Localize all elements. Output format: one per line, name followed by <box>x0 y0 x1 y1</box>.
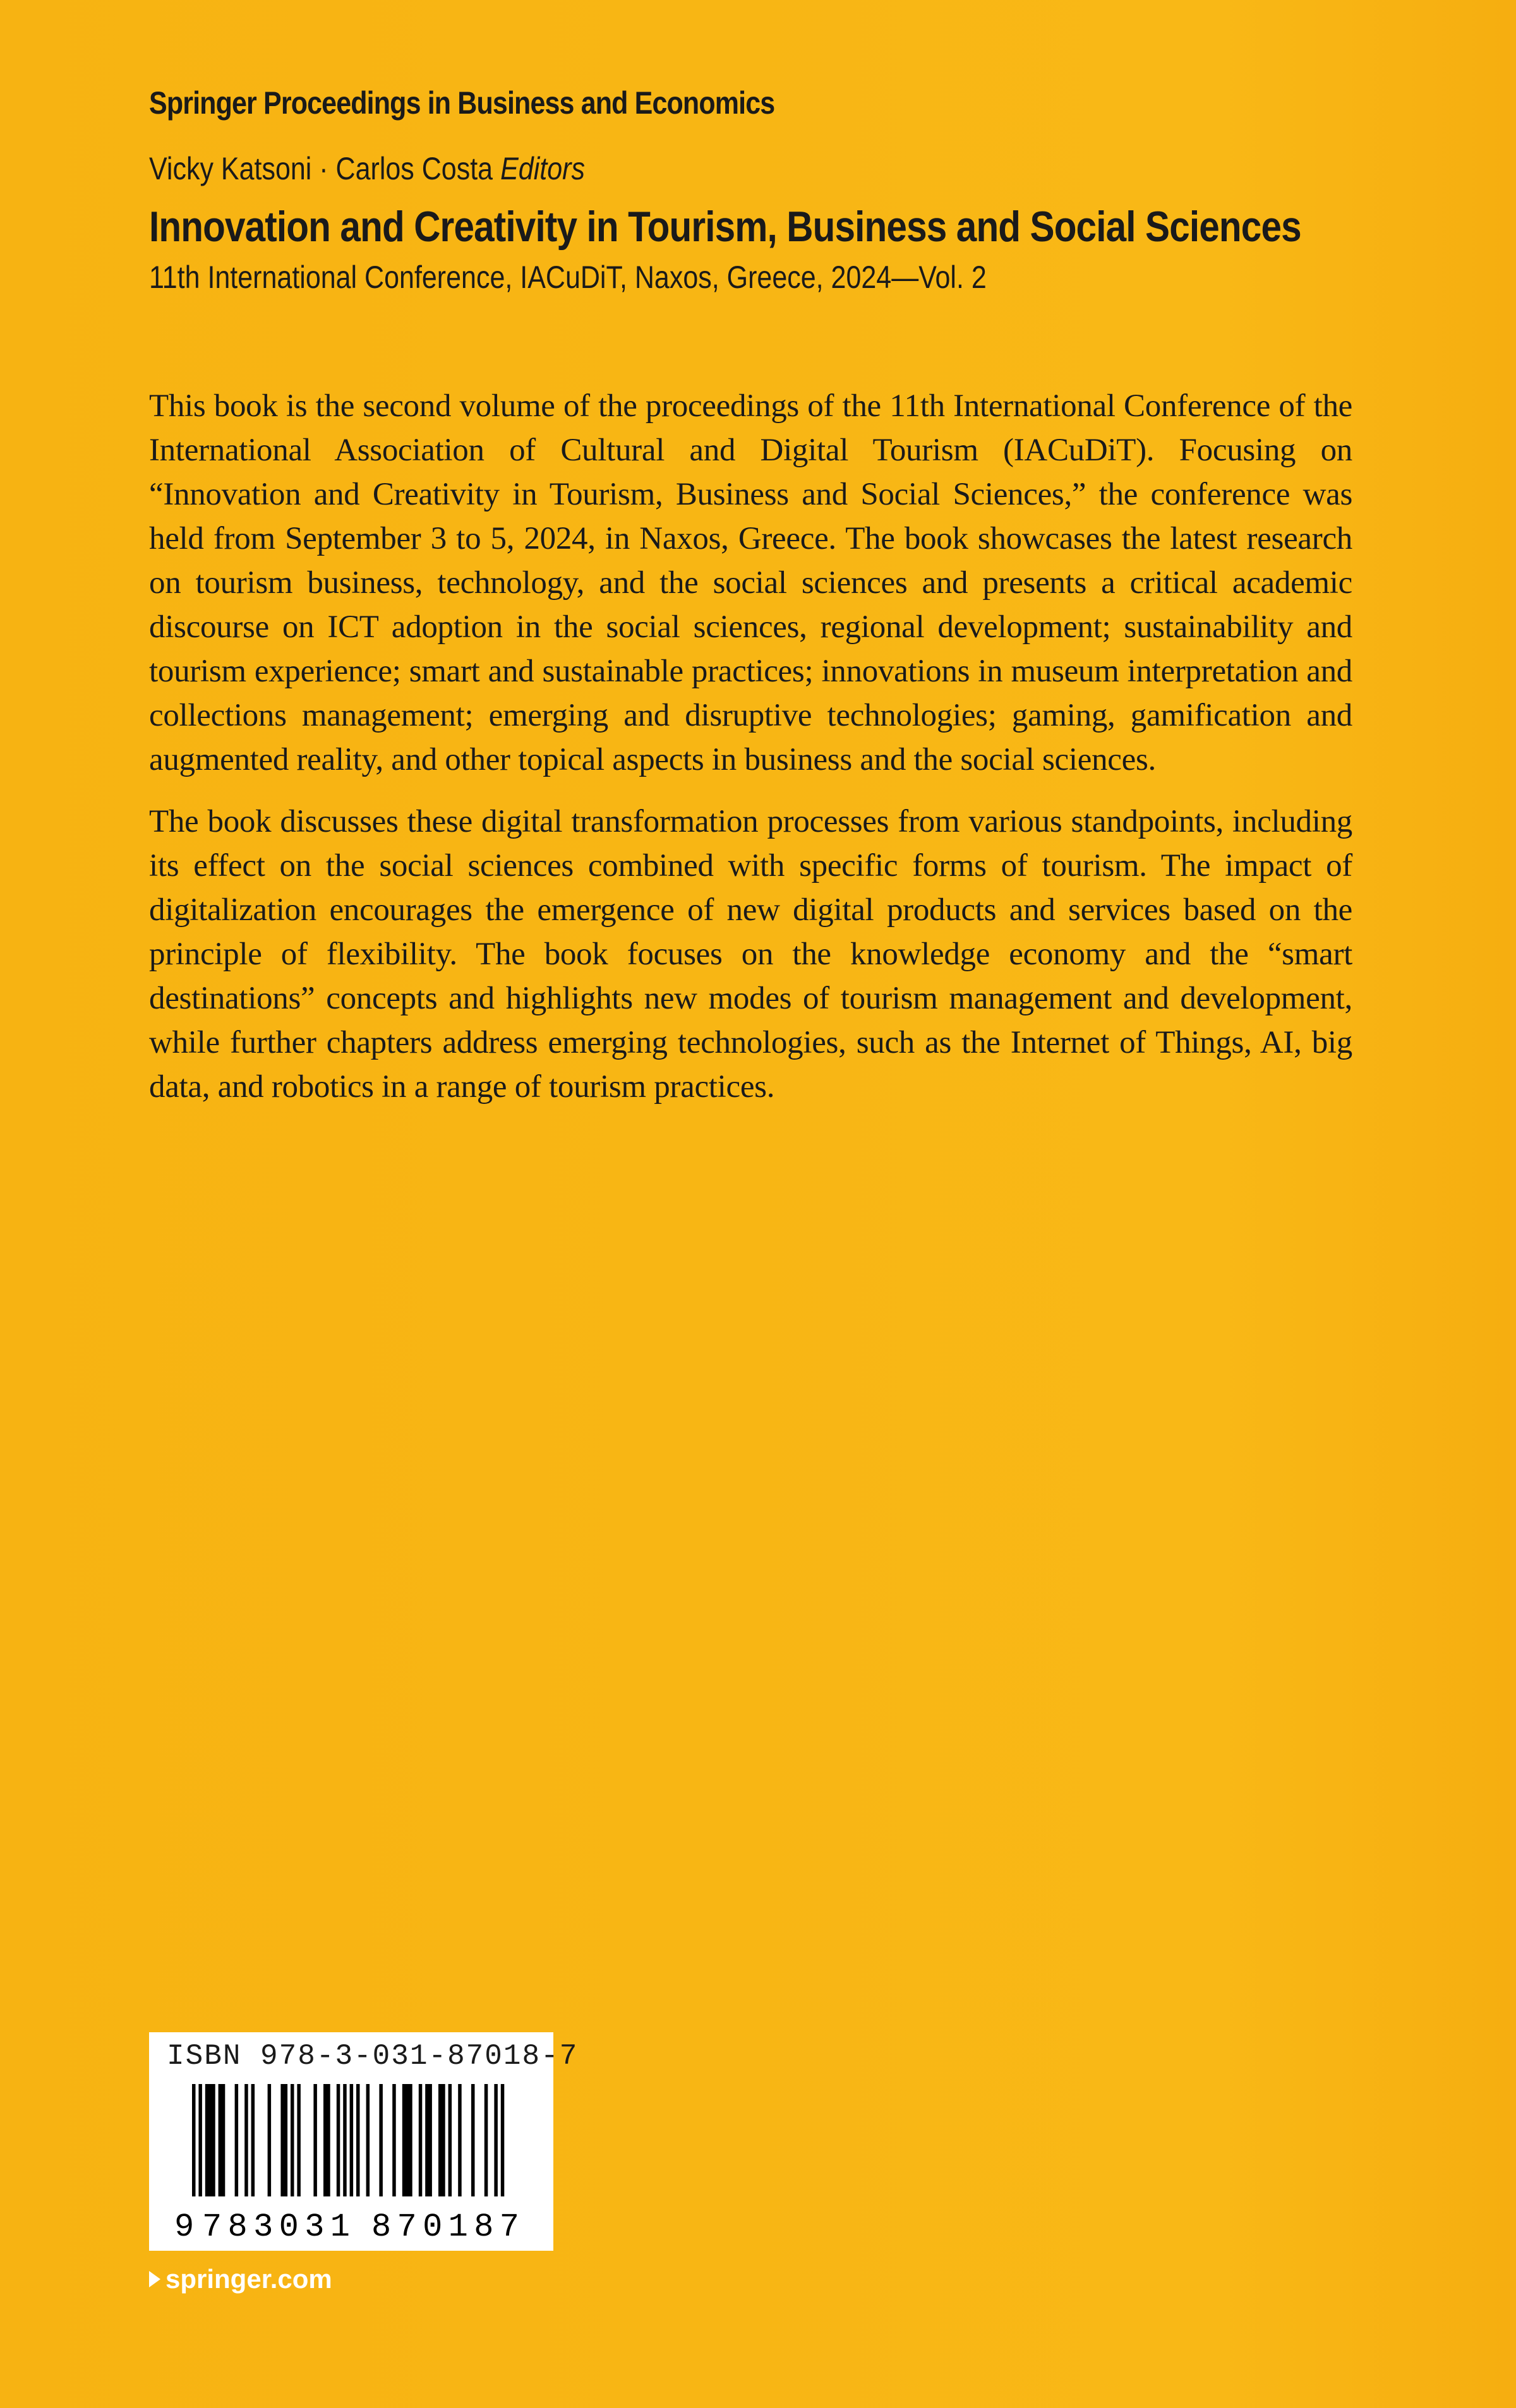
barcode-bar <box>425 2084 429 2204</box>
barcode-bar <box>428 2084 432 2204</box>
barcode-bar <box>323 2084 327 2204</box>
barcode-bar <box>402 2084 406 2204</box>
barcode-bar <box>471 2084 475 2204</box>
barcode-digits-right: 870187 <box>371 2208 519 2241</box>
barcode-bar <box>484 2084 488 2204</box>
barcode-bar <box>268 2084 272 2204</box>
barcode-bar <box>458 2084 462 2204</box>
series-title: Springer Proceedings in Business and Economics <box>149 85 775 121</box>
book-subtitle: 11th International Conference, IACuDiT, Naxos, Greece, 2024—Vol. 2 <box>149 260 987 295</box>
barcode-bar <box>222 2084 226 2204</box>
barcode-bar <box>313 2084 317 2204</box>
barcode-bar <box>244 2084 248 2204</box>
barcode-bar <box>284 2084 288 2204</box>
barcode-bar <box>366 2084 370 2204</box>
isbn-label: ISBN 978-3-031-87018-7 <box>167 2040 579 2073</box>
springer-website-link[interactable] <box>149 2264 332 2294</box>
editors-line <box>149 150 585 187</box>
barcode-bar <box>280 2084 284 2204</box>
barcode-bar <box>212 2084 215 2204</box>
barcode-bar <box>442 2084 445 2204</box>
barcode-bar <box>205 2084 209 2204</box>
barcode-bar <box>251 2084 255 2204</box>
barcode-digits-left: 783031 <box>202 2208 350 2241</box>
editor-role: Editors <box>500 151 585 186</box>
barcode-bar <box>291 2084 294 2204</box>
barcode-bar <box>448 2084 452 2204</box>
editor-names: Vicky Katsoni · Carlos Costa <box>149 151 493 186</box>
isbn-barcode-box <box>149 2032 579 2251</box>
barcode-bar <box>208 2084 212 2204</box>
barcode-bar <box>235 2084 239 2204</box>
book-description <box>149 384 1352 1127</box>
barcode-bar <box>438 2084 442 2204</box>
barcode-bar <box>356 2084 360 2204</box>
arrow-right-icon <box>149 2271 160 2287</box>
barcode <box>174 2084 541 2241</box>
description-paragraph-1: This book is the second volume of the proceedings of the 11th International Conference of the International Association of Cultural and Digital Tourism (IACuDiT). Focusing on “Innovation and Creativity in Tourism, Business and Social Sciences,” the conference was held from September 3 to 5, 2024, in Naxos, Greece. The book showcases the latest research on tourism business, technology, and the social sciences and presents a critical academic discourse on ICT adoption in the social sciences, regional development; sustainability and tourism experience; smart and sustainable practices; innovations in museum interpretation and collections management; emerging and disruptive technologies; gaming, gamification and augmented reality, and other topical aspects in business and the social sciences. <box>149 388 1352 777</box>
website-text: springer.com <box>165 2264 332 2294</box>
barcode-bar <box>379 2084 383 2204</box>
barcode-bar <box>419 2084 423 2204</box>
barcode-bar <box>297 2084 301 2204</box>
barcode-bar <box>406 2084 409 2204</box>
book-title: Innovation and Creativity in Tourism, Business and Social Sciences <box>149 203 1301 251</box>
barcode-bar <box>409 2084 412 2204</box>
barcode-bar <box>219 2084 222 2204</box>
barcode-bar <box>327 2084 330 2204</box>
description-paragraph-2: The book discusses these digital transformation processes from various standpoints, including its effect on the social sciences combined with specific forms of tourism. The impact of digitalization encourages the emergence of new digital products and services based on the principle of flexibility. The book focuses on the knowledge economy and the “smart destinations” concepts and highlights new modes of tourism management and development, while further chapters address emerging technologies, such as the Internet of Things, AI, big data, and robotics in a range of tourism practices. <box>149 804 1352 1105</box>
barcode-digit-lead: 9 <box>174 2208 195 2241</box>
barcode-bar <box>392 2084 396 2204</box>
barcode-bar <box>337 2084 340 2204</box>
